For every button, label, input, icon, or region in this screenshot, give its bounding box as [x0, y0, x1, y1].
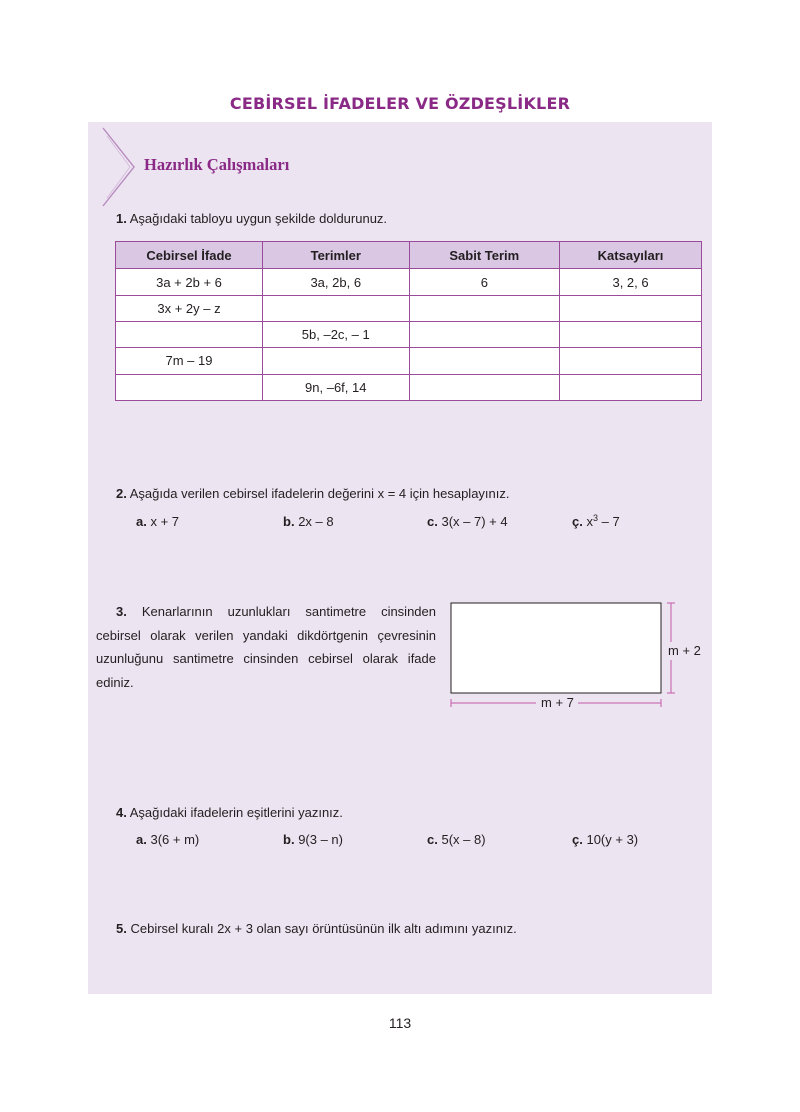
question-number: 5.	[116, 921, 127, 936]
page-number: 113	[388, 1015, 412, 1031]
option-expr-rest: – 7	[597, 514, 620, 529]
option-expr: 3(6 + m)	[150, 832, 200, 847]
table-header: Katsayıları	[560, 242, 702, 269]
option-expr: 9(3 – n)	[298, 832, 343, 847]
page-title: CEBİRSEL İFADELER VE ÖZDEŞLİKLER	[229, 94, 571, 113]
question-text: Kenarlarının uzunlukları santimetre cinsinden cebirsel olarak verilen yandaki dikdörtgenin çevresinin uzunluğunu santimetre cinsinden cebirsel olarak ifade ediniz.	[96, 604, 436, 690]
question-text: Aşağıda verilen cebirsel ifadelerin değerini x = 4 için hesaplayınız.	[129, 486, 510, 501]
option-label: ç.	[572, 514, 583, 529]
option-expr: 10(y + 3)	[586, 832, 639, 847]
table-cell[interactable]	[409, 374, 560, 400]
width-label: m + 7	[541, 695, 574, 710]
question-number: 4.	[116, 805, 127, 820]
table-cell: 3a + 2b + 6	[116, 269, 263, 295]
table-cell: 3x + 2y – z	[116, 295, 263, 321]
option-expr: 3(x – 7) + 4	[441, 514, 508, 529]
table-cell[interactable]	[560, 374, 702, 400]
question-text: Cebirsel kuralı 2x + 3 olan sayı örüntüsünün ilk altı adımını yazınız.	[130, 921, 517, 936]
question-4	[116, 805, 343, 821]
terms-table	[115, 241, 702, 401]
option-label: ç.	[572, 832, 583, 847]
table-header: Sabit Terim	[409, 242, 560, 269]
table-row	[116, 295, 702, 321]
option-label: c.	[427, 514, 438, 529]
table-cell: 7m – 19	[116, 348, 263, 374]
table-cell[interactable]	[116, 374, 263, 400]
option-label: a.	[136, 514, 147, 529]
table-cell[interactable]	[263, 295, 410, 321]
question-2	[116, 486, 510, 502]
option-b	[283, 832, 343, 847]
option-label: b.	[283, 514, 295, 529]
table-header-row	[116, 242, 702, 269]
option-a	[136, 832, 199, 847]
table-cell: 3a, 2b, 6	[263, 269, 410, 295]
option-expr: 5(x – 8)	[441, 832, 486, 847]
option-a	[136, 514, 179, 529]
question-number: 2.	[116, 486, 127, 501]
option-b	[283, 514, 334, 529]
table-header: Terimler	[263, 242, 410, 269]
table-cell[interactable]	[116, 322, 263, 348]
question-number: 1.	[116, 211, 127, 226]
rectangle	[451, 603, 661, 693]
option-expr: 2x – 8	[298, 514, 334, 529]
question-5	[116, 921, 517, 937]
question-text: Aşağıdaki ifadelerin eşitlerini yazınız.	[129, 805, 343, 820]
option-expr: x + 7	[150, 514, 180, 529]
table-header: Cebirsel İfade	[116, 242, 263, 269]
table-row	[116, 374, 702, 400]
option-c	[427, 832, 486, 847]
table-row	[116, 348, 702, 374]
option-label: b.	[283, 832, 295, 847]
table-cell: 5b, –2c, – 1	[263, 322, 410, 348]
option-label: a.	[136, 832, 147, 847]
table-row	[116, 322, 702, 348]
table-cell[interactable]	[263, 348, 410, 374]
table-cell: 3, 2, 6	[560, 269, 702, 295]
table-row	[116, 269, 702, 295]
table-cell: 9n, –6f, 14	[263, 374, 410, 400]
rectangle-figure	[444, 596, 714, 716]
table-cell[interactable]	[409, 348, 560, 374]
option-c	[427, 514, 508, 529]
table-cell[interactable]	[560, 295, 702, 321]
chevron-icon	[100, 126, 140, 208]
option-expr-exponent: 3	[592, 513, 598, 523]
section-title: Hazırlık Çalışmaları	[144, 155, 290, 174]
question-3	[96, 600, 436, 694]
table-cell: 6	[409, 269, 560, 295]
question-1	[116, 211, 387, 227]
option-label: c.	[427, 832, 438, 847]
table-cell[interactable]	[409, 322, 560, 348]
option-expr-base: x	[586, 514, 593, 529]
question-text: Aşağıdaki tabloyu uygun şekilde doldurunuz.	[129, 211, 388, 226]
option-cc	[572, 832, 638, 847]
height-label: m + 2	[668, 643, 701, 658]
table-cell[interactable]	[560, 322, 702, 348]
option-cc	[572, 514, 620, 529]
table-cell[interactable]	[560, 348, 702, 374]
question-number: 3.	[116, 604, 127, 619]
table-cell[interactable]	[409, 295, 560, 321]
